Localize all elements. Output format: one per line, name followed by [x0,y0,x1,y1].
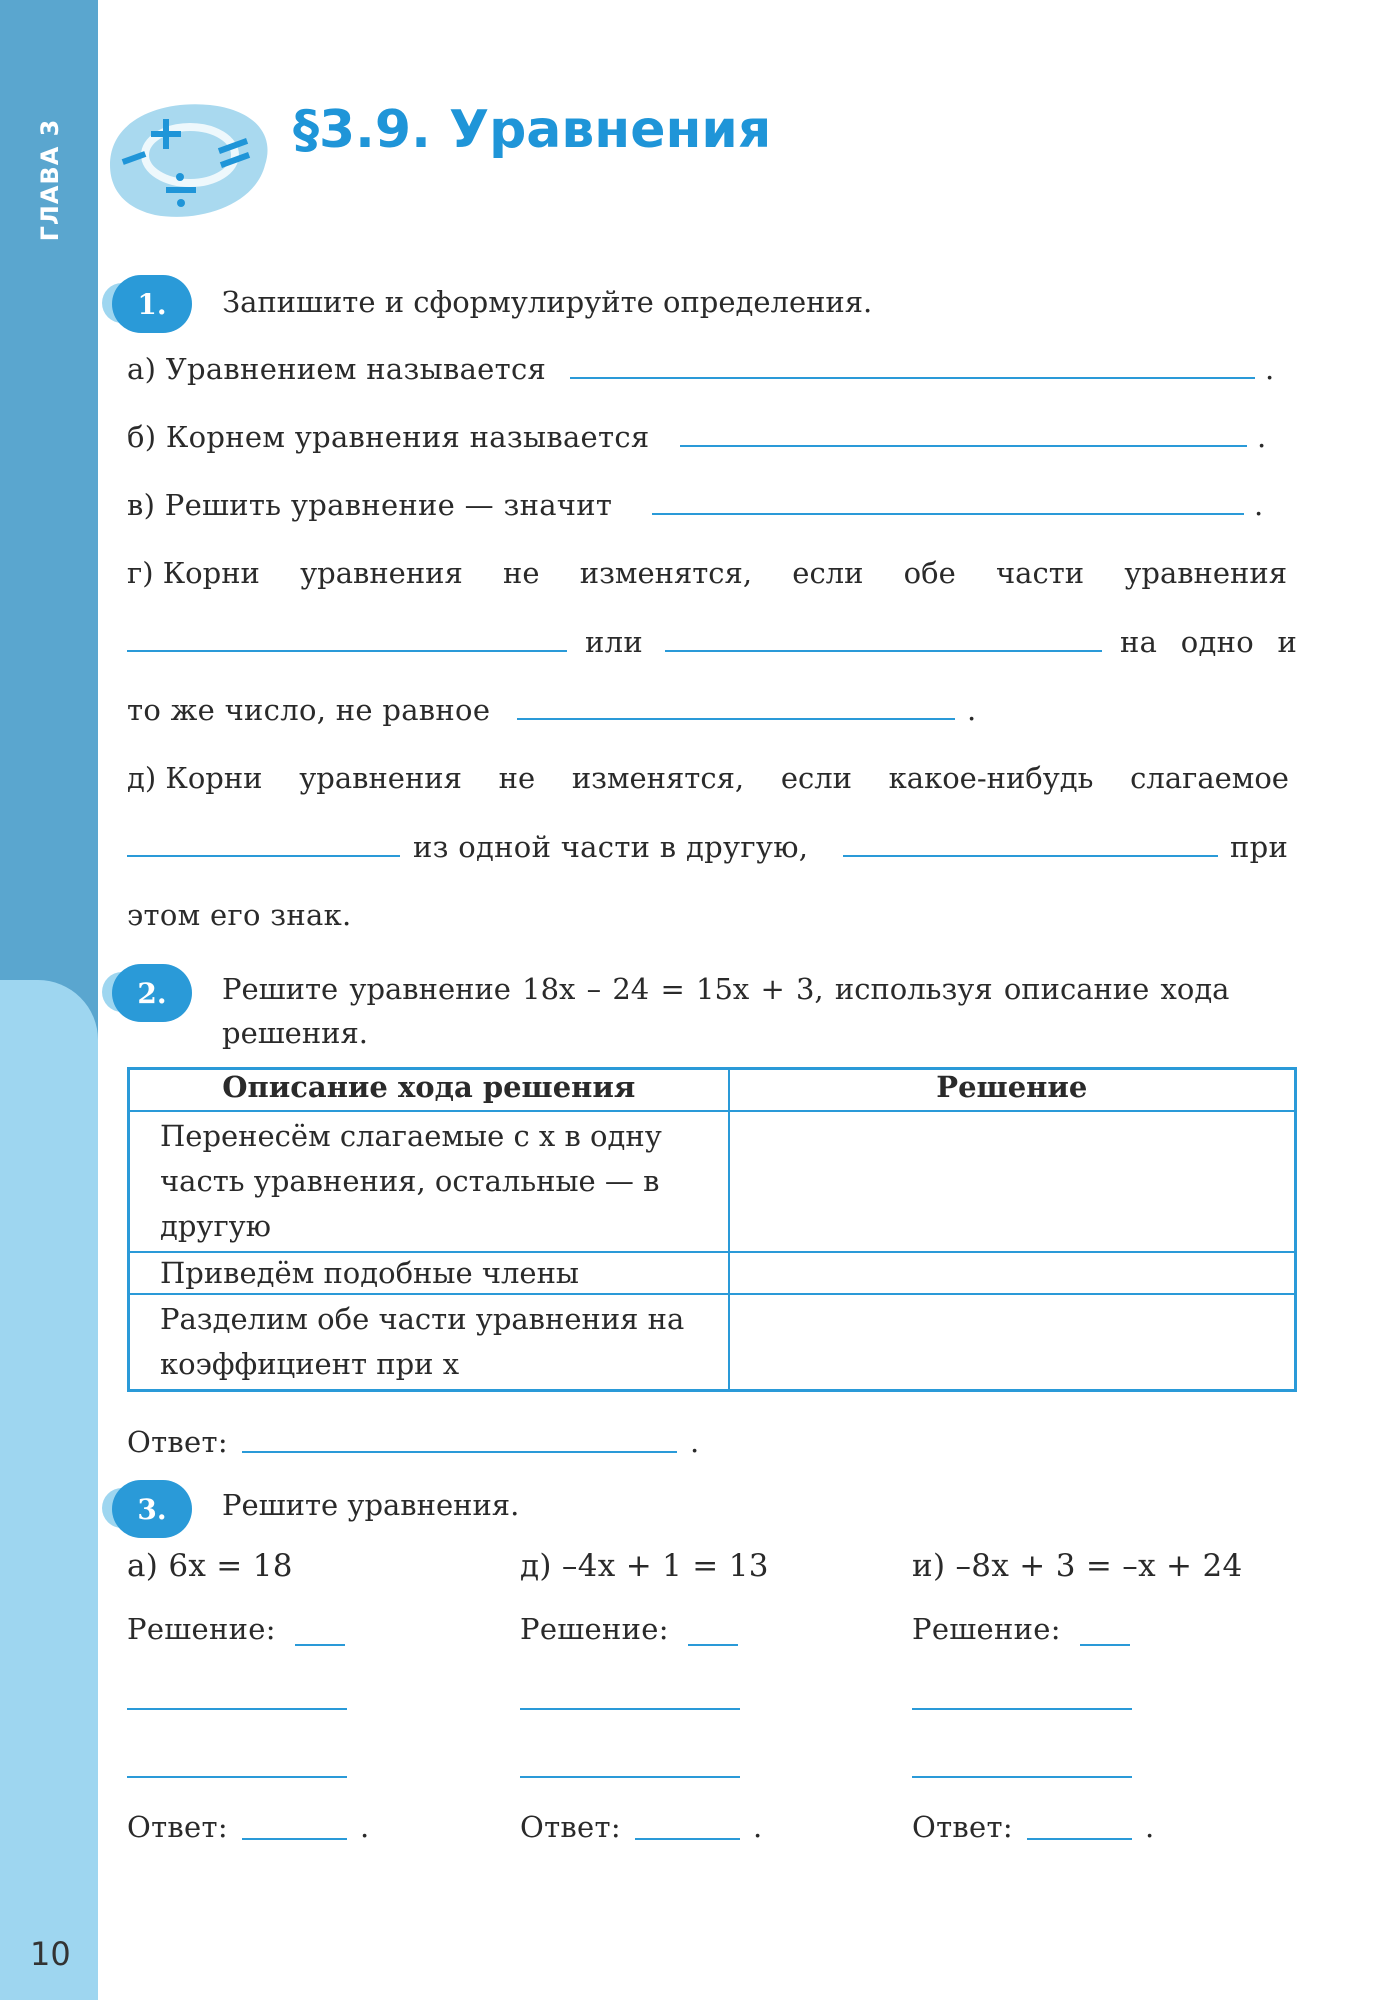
definition-d-line1 [127,761,1289,795]
solution-blank-d-1[interactable] [688,1644,738,1646]
definition-d-blank-1[interactable] [127,855,400,857]
definition-d-word: если [780,761,852,795]
definition-g-blank-2[interactable] [665,650,1102,652]
sidebar-lower-panel [0,980,98,2000]
definition-g-word: части [996,556,1085,590]
definition-g-period: . [967,693,977,727]
solution-blank-a-1[interactable] [295,1644,345,1646]
definition-d-blank-2[interactable] [843,855,1218,857]
definition-g-blank-1[interactable] [127,650,567,652]
definition-g-line1 [127,556,1287,590]
step-description: Разделим обе части уравнения на коэффициент при x [129,1294,729,1391]
definition-b-blank[interactable] [680,445,1247,447]
step-solution-cell[interactable] [729,1252,1296,1294]
answer-period-d: . [753,1810,763,1844]
math-operations-icon [100,95,275,225]
definition-d-line3: этом его знак. [127,898,352,932]
definition-g-word: если [792,556,864,590]
step-description: Приведём подобные члены [129,1252,729,1294]
equation-column-a [127,1548,447,1848]
answer-blank-i[interactable] [1027,1838,1132,1840]
solution-label-i: Решение: [912,1612,1061,1646]
definition-a-blank[interactable] [570,377,1255,379]
definition-d-word: уравнения [299,761,462,795]
definition-g-or: или [585,625,643,659]
table-row [129,1294,1296,1391]
definition-d-word: изменятся, [571,761,745,795]
definition-b-period: . [1257,420,1267,454]
table-row [129,1111,1296,1252]
answer-blank-a[interactable] [242,1838,347,1840]
solution-blank-i-1[interactable] [1080,1644,1130,1646]
answer-period-i: . [1145,1810,1155,1844]
definition-g-line3: то же число, не равное [127,693,491,727]
table-header: Описание хода решения [129,1069,729,1112]
table-header: Решение [729,1069,1296,1112]
table-header-row [129,1069,1296,1112]
definition-g-word: уравнения [300,556,463,590]
definition-v-blank[interactable] [652,513,1244,515]
task-1-number: 1. [112,275,192,333]
step-solution-cell[interactable] [729,1294,1296,1391]
equation-i: и) –8x + 3 = –x + 24 [912,1548,1243,1584]
definition-g-word: обе [903,556,956,590]
definition-b-label: б) Корнем уравнения называется [127,420,650,454]
definition-g-word: изменятся, [579,556,753,590]
task-2-answer-period: . [690,1425,700,1459]
task-2-number: 2. [112,964,192,1022]
definition-d-word: какое-нибудь [888,761,1094,795]
page-title: §3.9. Уравнения [293,100,772,160]
task-2-prompt-line1: Решите уравнение 18x – 24 = 15x + 3, используя описание хода [222,972,1230,1006]
solution-blank-i-2[interactable] [912,1708,1132,1710]
solution-blank-a-2[interactable] [127,1708,347,1710]
solution-blank-a-3[interactable] [127,1776,347,1778]
page-number: 10 [30,1935,71,1973]
chapter-label: ГЛАВА 3 [36,118,64,242]
solution-label-a: Решение: [127,1612,276,1646]
table-row [129,1252,1296,1294]
definition-g-word: не [503,556,540,590]
solution-blank-d-2[interactable] [520,1708,740,1710]
definition-g-blank-3[interactable] [517,718,955,720]
task-2-prompt-line2: решения. [222,1016,369,1050]
answer-label-a: Ответ: [127,1810,228,1844]
definition-a-period: . [1265,352,1275,386]
task-2-answer-label: Ответ: [127,1425,228,1459]
equation-column-i [912,1548,1292,1848]
definition-d-word: д) Корни [127,761,263,795]
definition-g-word: уравнения [1124,556,1287,590]
answer-blank-d[interactable] [635,1838,740,1840]
definition-d-mid: из одной части в другую, [413,830,809,864]
equation-a: а) 6x = 18 [127,1548,293,1584]
equation-column-d [520,1548,840,1848]
definition-d-word: слагаемое [1130,761,1289,795]
solution-blank-i-3[interactable] [912,1776,1132,1778]
task-3-number: 3. [112,1480,192,1538]
solution-blank-d-3[interactable] [520,1776,740,1778]
step-solution-cell[interactable] [729,1111,1296,1252]
definition-g-end: на одно и [1120,625,1298,659]
definition-d-end: при [1230,830,1289,864]
definition-g-word: г) Корни [127,556,260,590]
answer-period-a: . [360,1810,370,1844]
answer-label-d: Ответ: [520,1810,621,1844]
solution-label-d: Решение: [520,1612,669,1646]
definition-v-period: . [1254,488,1264,522]
answer-label-i: Ответ: [912,1810,1013,1844]
definition-v-label: в) Решить уравнение — значит [127,488,613,522]
task-1-prompt: Запишите и сформулируйте определения. [222,285,873,319]
task-2-answer-blank[interactable] [242,1451,677,1453]
step-description: Перенесём слагаемые с x в одну часть уравнения, остальные — в другую [129,1111,729,1252]
equation-d: д) –4x + 1 = 13 [520,1548,769,1584]
definition-a-label: а) Уравнением называется [127,352,547,386]
definition-d-word: не [498,761,536,795]
solution-table [127,1067,1297,1392]
task-3-prompt: Решите уравнения. [222,1488,520,1522]
